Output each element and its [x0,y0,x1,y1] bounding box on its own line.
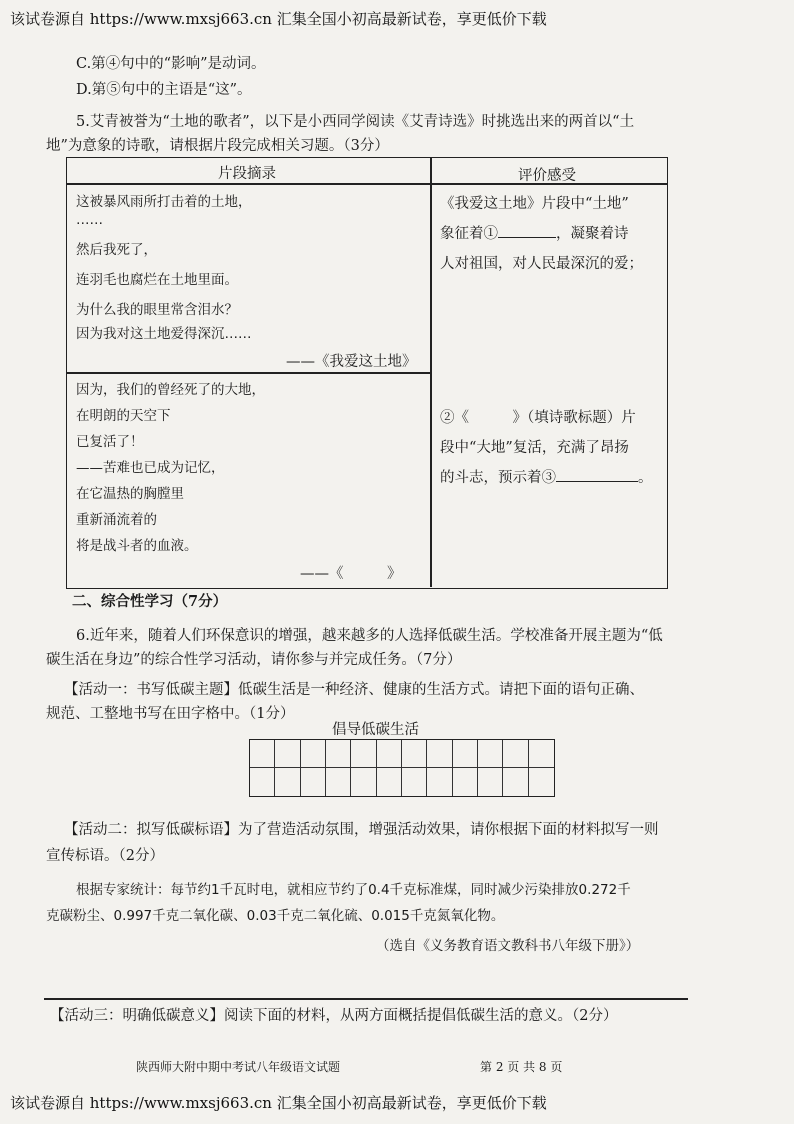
poem1-source: ——《我爱这土地》 [286,354,417,370]
watermark-bottom: 该试卷源自 https://www.mxsj663.cn 汇集全国小初高最新试卷，享更低价下载 [10,1094,547,1112]
poem2-line: 在它温热的胸膛里 [76,486,184,502]
material-line2: 克碳粉尘、0.997千克二氧化碳、0.03千克二氧化硫、0.015千克氮氧化物。 [46,908,505,924]
evaluation2-suffix: 。 [638,470,653,486]
poem2-line: 因为，我们的曾经死了的大地， [76,382,265,398]
evaluation1-prefix: 象征着① [440,226,498,242]
answer-divider [44,998,688,1000]
poem2-line: 将是战斗者的血液。 [76,538,198,554]
poem1-line: 然后我死了， [76,242,157,258]
question-6-line1: 6.近年来，随着人们环保意识的增强，越来越多的人选择低碳生活。学校准备开展主题为“低 [76,628,663,644]
table-header-excerpt: 片段摘录 [218,166,276,182]
watermark-top: 该试卷源自 https://www.mxsj663.cn 汇集全国小初高最新试卷，享更低价下载 [10,10,547,28]
question-5-line1: 5.艾青被誉为“土地的歌者”，以下是小西同学阅读《艾青诗选》时挑选出来的两首以“土 [76,114,635,130]
poem2-line: 在明朗的天空下 [76,408,171,424]
question-5-line2: 地”为意象的诗歌，请根据片段完成相关习题。（3分） [46,138,389,154]
option-d: D.第⑤句中的主语是“这”。 [76,82,252,98]
footer-exam-title: 陕西师大附中期中考试八年级语文试题 [136,1060,341,1074]
activity-1-line1: 【活动一：书写低碳主题】低碳生活是一种经济、健康的生活方式。请把下面的语句正确、 [64,682,644,698]
table-header-evaluation: 评价感受 [518,168,576,184]
table-row-divider [66,372,432,374]
evaluation1-line1: 《我爱这土地》片段中“土地” [440,196,629,212]
activity-1-line2: 规范、工整地书写在田字格中。（1分） [46,706,295,722]
poem1-line: 为什么我的眼里常含泪水？ [76,302,238,318]
activity-2-line1: 【活动二：拟写低碳标语】为了营造活动氛围，增强活动效果，请你根据下面的材料拟写一则 [64,822,659,838]
footer-page-number: 第 2 页 共 8 页 [480,1060,563,1074]
poem1-line: …… [76,212,103,228]
activity-2-line2: 宣传标语。（2分） [46,848,164,864]
poem2-line: ——苦难也已成为记忆， [76,460,225,476]
evaluation2-prefix: 的斗志，预示着③ [440,470,556,486]
section-2-title: 二、综合性学习（7分） [72,593,228,610]
poem2-line: 重新涌流着的 [76,512,157,528]
question-6-line2: 碳生活在身边”的综合性学习活动，请你参与并完成任务。（7分） [46,652,462,668]
evaluation2-line1[interactable]: ②《 》（填诗歌标题）片 [440,410,636,426]
poem2-line: 已复活了！ [76,434,144,450]
table-header-divider [66,183,668,185]
poem1-line: 这被暴风雨所打击着的土地， [76,194,252,210]
evaluation2-line2: 段中“大地”复活，充满了昂扬 [440,440,629,456]
poem2-source-blank[interactable]: ——《 》 [300,566,402,582]
option-c: C.第④句中的“影响”是动词。 [76,56,266,72]
grid-caption: 倡导低碳生活 [332,722,419,738]
answer-blank-3[interactable] [556,481,638,482]
answer-blank-1[interactable] [498,237,556,238]
material-source: （选自《义务教育语文教科书八年级下册》） [376,938,640,954]
evaluation1-suffix: ，凝聚着诗 [556,226,629,242]
evaluation1-line3: 人对祖国，对人民最深沉的爱； [440,256,643,272]
activity-3: 【活动三：明确低碳意义】阅读下面的材料，从两方面概括提倡低碳生活的意义。（2分） [50,1008,618,1024]
poem1-line: 因为我对这土地爱得深沉…… [76,326,252,342]
material-line1: 根据专家统计：每节约1千瓦时电，就相应节约了0.4千克标准煤，同时减少污染排放0.272千 [76,882,631,898]
tianzige-grid[interactable] [249,739,555,797]
poem1-line: 连羽毛也腐烂在土地里面。 [76,272,238,288]
